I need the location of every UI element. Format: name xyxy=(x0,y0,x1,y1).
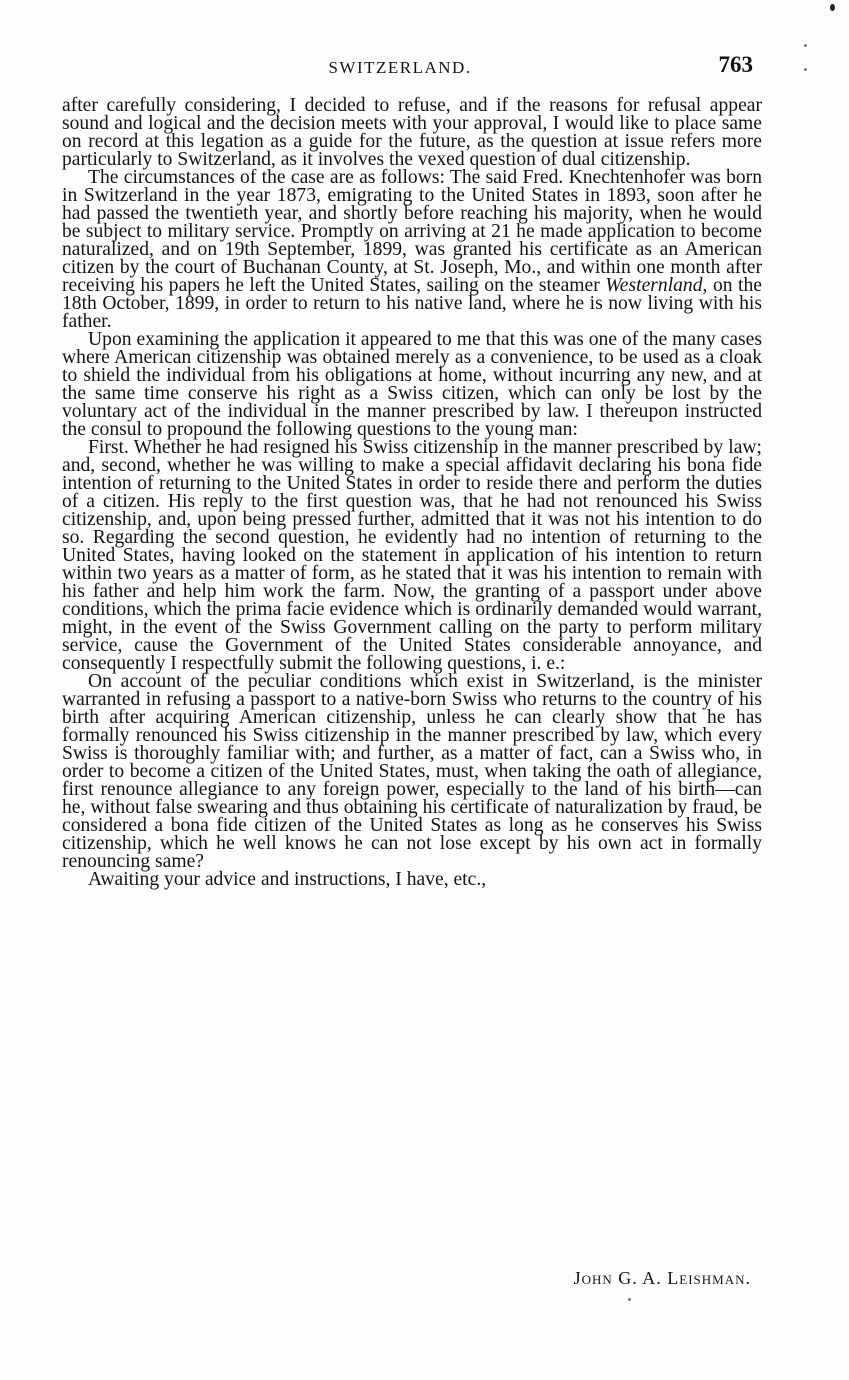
scan-speck xyxy=(830,4,835,11)
body-text xyxy=(62,97,762,889)
page-number: 763 xyxy=(718,52,753,77)
paragraph-examination: Upon examining the application it appeared to me that this was one of the many cases where American citizenship was obtained merely as a convenience, to be used as a cloak to shield the individual from his obligations at home, without incurring any new, and at the same time conserve his right as a Swiss citizen, which can only be lost by the voluntary act of the individual in the manner prescribed by law. I thereupon instructed the consul to propound the following questions to the young man: xyxy=(62,329,762,440)
circumstances-text: The circumstances of the case are as follows: The said Fred. Knechtenhofer was born in Switzerland in the year 1873, emigrating to the United States in 1893, soon after he had passed the twentieth year, and shortly before reaching his majority, when he would be subject to military service. Promptly on arriving at 21 he made application to become naturalized, and on 19th September, 1899, was granted his certificate as an American citizen by the court of Buchanan County, at St. Joseph, Mo., and within one month after receiving his papers he left the United States, sailing on the steamer xyxy=(62,167,762,296)
scan-speck xyxy=(804,44,807,47)
paragraph-intro: after carefully considering, I decided to refuse, and if the reasons for refusal appear sound and logical and the decision meets with your approval, I would like to place same on record at this legation as a guide for the future, as the question at issue refers more particularly to Switzerland, as it involves the vexed question of dual citizenship. xyxy=(62,95,762,170)
ship-name: Westernland xyxy=(605,275,703,296)
signature: John G. A. Leishman. xyxy=(573,1268,751,1288)
paragraph-closing: Awaiting your advice and instructions, I have, etc., xyxy=(88,869,487,890)
paragraph-circumstances xyxy=(62,169,762,331)
paragraph-questions: First. Whether he had resigned his Swiss citizenship in the manner prescribed by law; and, second, whether he was willing to make a special affidavit declaring his bona fide intention of returning to the United States in order to reside there and perform the duties of a citizen. His reply to the first question was, that he had not renounced his Swiss citizenship, and, upon being pressed further, admitted that it was not his intention to do so. Regarding the second question, he evidently had no intention of returning to the United States, having looked on the statement in application of his intention to return within two years as a matter of form, as he stated that it was his intention to remain with his father and help him work the farm. Now, the granting of a passport under above conditions, which the prima facie evidence which is ordinarily demanded would warrant, might, in the event of the Swiss Government calling on the party to perform military service, cause the Government of the United States considerable annoyance, and consequently I respectfully submit the following questions, i. e.: xyxy=(62,437,762,674)
scan-speck xyxy=(628,1298,631,1301)
scan-speck xyxy=(804,68,807,71)
running-header: SWITZERLAND. xyxy=(328,58,472,77)
circumstances-text-end: , on the 18th October, 1899, in order to return to his native land, where he is now living with his father. xyxy=(62,275,762,332)
paragraph-inquiry: On account of the peculiar conditions which exist in Switzerland, is the minister warranted in refusing a passport to a native-born Swiss who returns to the country of his birth after acquiring American citizenship, unless he can clearly show that he has formally renounced his Swiss citizenship in the manner prescribed by law, which every Swiss is thoroughly familiar with; and further, as a matter of fact, can a Swiss who, in order to become a citizen of the United States, must, when taking the oath of allegiance, first renounce allegiance to any foreign power, especially to the land of his birth—can he, without false swearing and thus obtaining his certificate of naturalization by fraud, be considered a bona fide citizen of the United States as long as he conserves his Swiss citizenship, which he well knows he can not lose except by his own act in formally renouncing same? xyxy=(62,671,762,872)
